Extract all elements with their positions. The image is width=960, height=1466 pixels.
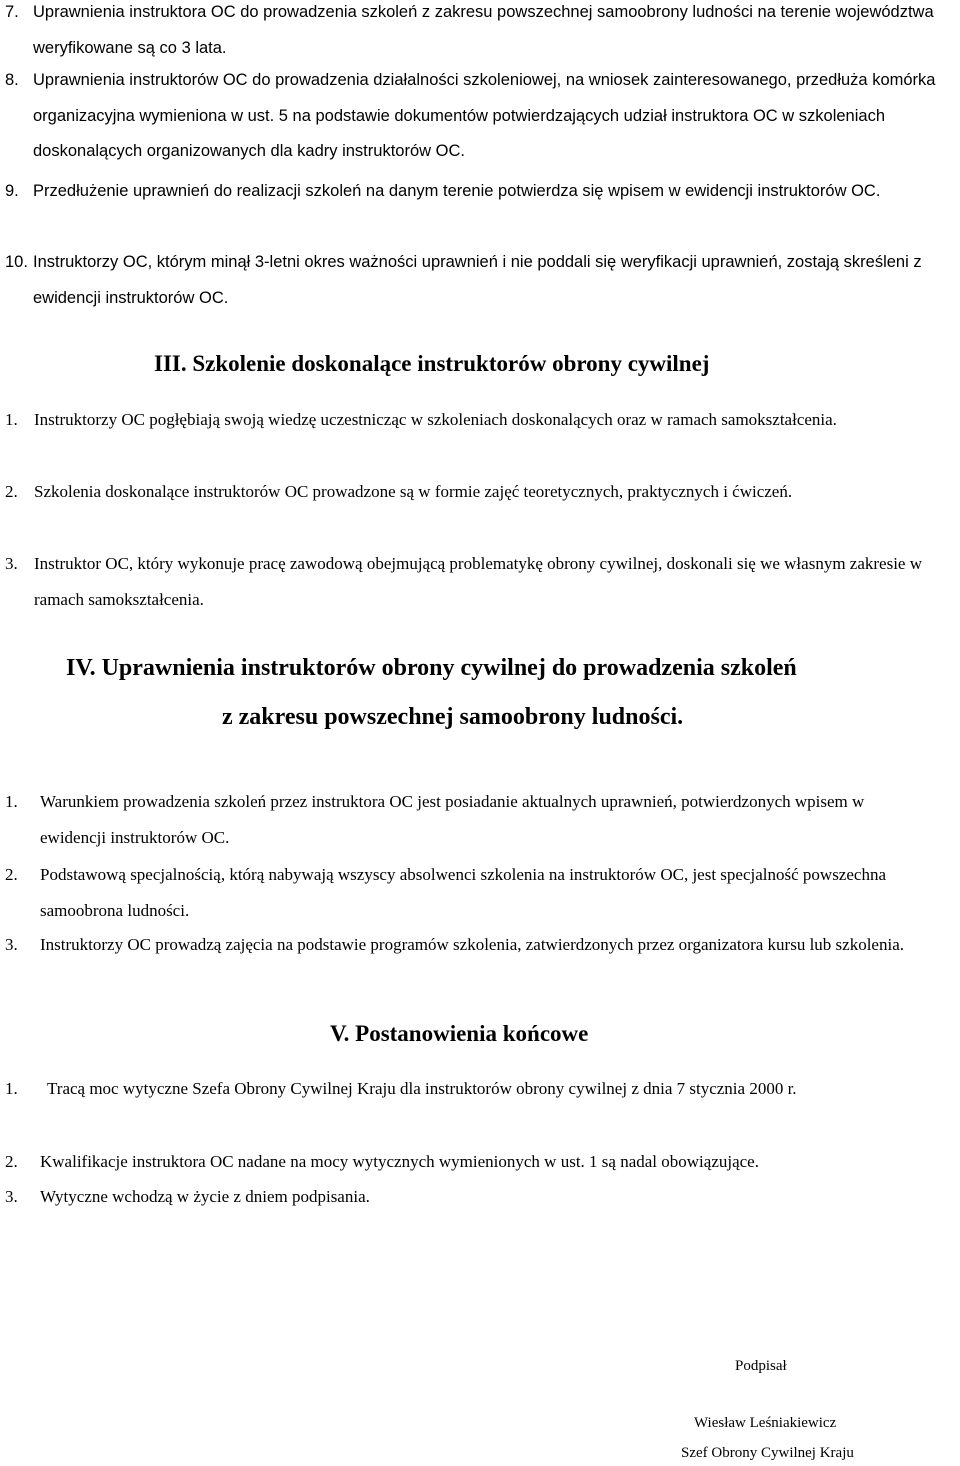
list-item [5,0,955,66]
signature-label: Podpisał [735,1358,787,1374]
list-item-text: Instruktorzy OC pogłębiają swoją wiedzę uczestnicząc w szkoleniach doskonalących oraz w ramach samokształcenia. [34,410,837,429]
list-item [5,784,875,856]
list-item-text: Przedłużenie uprawnień do realizacji szkoleń na danym terenie potwierdza się wpisem w ewidencji instruktorów OC. [33,182,881,200]
list-item-text: Podstawową specjalnością, którą nabywają wszyscy absolwenci szkolenia na instruktorów OC, jest specjalność powszechna samoobrona ludności. [40,865,886,920]
list-item-number: 8. [5,71,19,89]
list-item [5,174,955,210]
signatory-position: Szef Obrony Cywilnej Kraju [681,1445,854,1461]
list-item-number: 10. [5,253,28,271]
list-item-number: 7. [5,3,19,21]
list-item-text: Instruktorzy OC, którym minął 3-letni okres ważności uprawnień i nie poddali się weryfikacji uprawnień, zostają skreśleni z ewidencji instruktorów OC. [33,253,922,307]
list-item-text: Warunkiem prowadzenia szkoleń przez instruktora OC jest posiadanie aktualnych uprawnień, potwierdzonych wpisem w ewidencji instruktorów OC. [40,792,865,847]
section-iv-title-line1: IV. Uprawnienia instruktorów obrony cywilnej do prowadzenia szkoleń [66,655,797,681]
list-item-text: Instruktor OC, który wykonuje pracę zawodową obejmującą problematykę obrony cywilnej, doskonali się we własnym zakresie w ramach samokształcenia. [34,554,923,609]
list-item-text: Szkolenia doskonalące instruktorów OC prowadzone są w formie zajęć teoretycznych, praktycznych i ćwiczeń. [34,482,793,501]
list-item [5,1072,935,1106]
list-item [5,63,955,170]
section-iii-title: III. Szkolenie doskonalące instruktorów obrony cywilnej [154,351,710,376]
section-iv-title [66,648,797,688]
list-item [5,546,960,618]
list-item-number: 3. [5,554,18,573]
list-item-number: 3. [5,935,18,954]
list-item-number: 2. [5,865,18,884]
list-item-number: 3. [5,1187,18,1206]
list-item-text: Tracą moc wytyczne Szefa Obrony Cywilnej Kraju dla instruktorów obrony cywilnej z dnia 7 stycznia 2000 r. [47,1079,797,1098]
list-item [5,245,955,316]
list-item-text: Kwalifikacje instruktora OC nadane na mocy wytycznych wymienionych w ust. 1 są nadal obowiązujące. [40,1152,759,1171]
list-item-text: Uprawnienia instruktorów OC do prowadzenia działalności szkoleniowej, na wniosek zainteresowanego, przedłuża komórka organizacyjna wymieniona w ust. 5 na podstawie dokumentów potwierdzających udział instruktora OC w szkoleniach doskonalących organizowanych dla kadry instruktorów OC. [33,71,936,160]
section-iv-title-line2: z zakresu powszechnej samoobrony ludności. [222,704,684,730]
list-item-number: 2. [5,482,18,501]
list-item-number: 1. [5,410,18,429]
list-item-number: 9. [5,182,19,200]
list-item [5,927,945,963]
list-item-number: 1. [5,1079,18,1098]
list-item [5,1145,955,1179]
list-item-number: 1. [5,792,18,811]
signatory-name: Wiesław Leśniakiewicz [694,1415,837,1431]
list-item-text: Uprawnienia instruktora OC do prowadzenia szkoleń z zakresu powszechnej samoobrony ludności na terenie województwa weryfikowane są co 3 lata. [33,3,934,57]
list-item [5,1180,955,1214]
list-item-text: Instruktorzy OC prowadzą zajęcia na podstawie programów szkolenia, zatwierdzonych przez organizatora kursu lub szkolenia. [40,935,904,954]
list-item [5,474,895,510]
list-item [5,402,895,438]
section-v-title: V. Postanowienia końcowe [330,1021,589,1046]
list-item-text: Wytyczne wchodzą w życie z dniem podpisania. [40,1187,370,1206]
list-item [5,857,900,929]
list-item-number: 2. [5,1152,18,1171]
